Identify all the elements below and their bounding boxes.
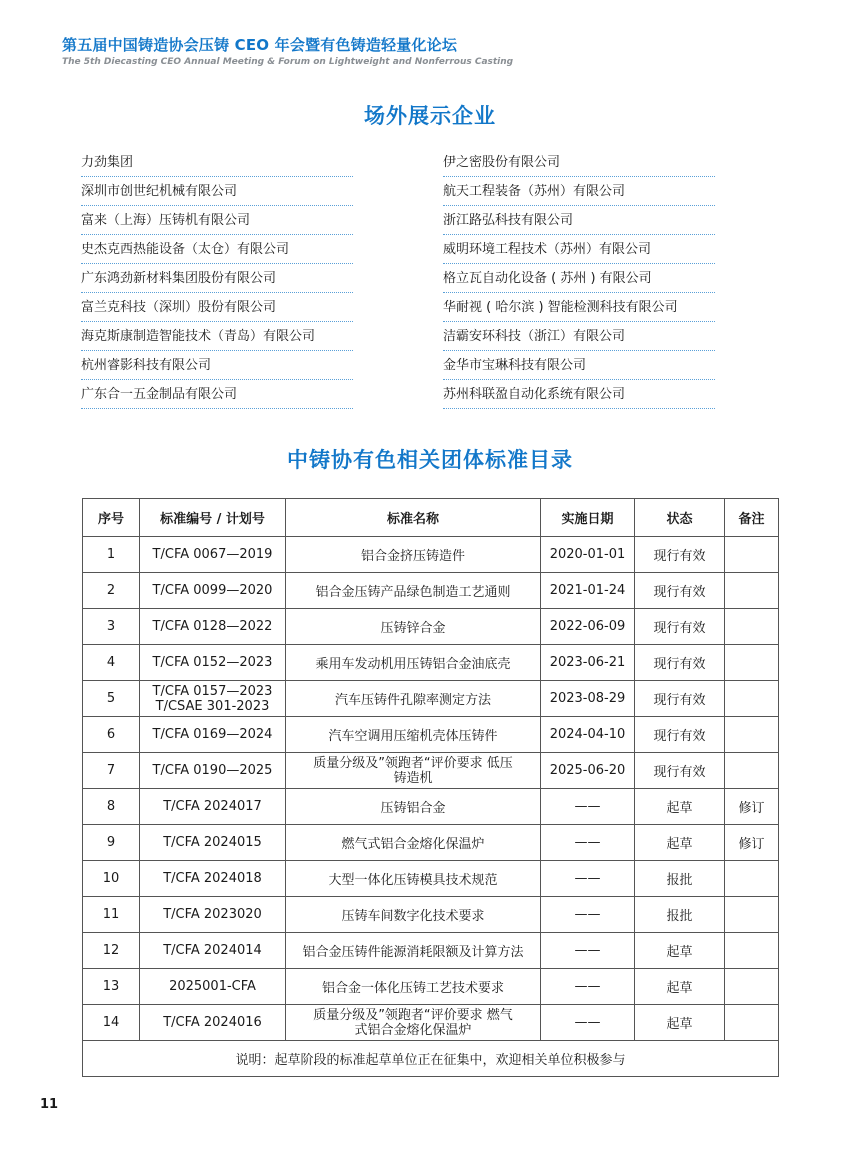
cell-code-line-1: T/CFA 0157—2023 [152,683,273,699]
cell-remark: 修订 [725,789,779,825]
cell-date: —— [541,897,635,933]
cell-status: 现行有效 [635,681,725,717]
cell-no: 9 [83,825,140,861]
list-item: 苏州科联盈自动化系统有限公司 [443,380,715,409]
cell-no: 4 [83,645,140,681]
list-item: 杭州睿影科技有限公司 [81,351,353,380]
list-item: 海克斯康制造智能技术（青岛）有限公司 [81,322,353,351]
cell-code: T/CFA 0152—2023 [140,645,286,681]
cell-code: T/CFA 2024016 [140,1005,286,1041]
table-row [83,609,779,645]
cell-date: —— [541,789,635,825]
table-header-row [83,499,779,537]
table-row [83,825,779,861]
cell-date: —— [541,933,635,969]
header-subtitle: The 5th Diecasting CEO Annual Meeting & Forum on Lightweight and Nonferrous Casting [62,57,514,67]
cell-no: 7 [83,753,140,789]
cell-name-line-2: 铸造机 [393,770,433,786]
cell-remark [725,861,779,897]
cell-status: 现行有效 [635,537,725,573]
table-row [83,897,779,933]
cell-date: 2023-08-29 [541,681,635,717]
list-item: 洁霸安环科技（浙江）有限公司 [443,322,715,351]
cell-name-line-1: 质量分级及”领跑者“评价要求 燃气 [313,1007,513,1023]
cell-name-line-1: 质量分级及”领跑者“评价要求 低压 [313,755,513,771]
cell-code: T/CFA 2024017 [140,789,286,825]
cell-name: 大型一体化压铸模具技术规范 [286,861,541,897]
cell-remark [725,537,779,573]
table-row [83,717,779,753]
cell-name: 汽车空调用压缩机壳体压铸件 [286,717,541,753]
table-note-row [83,1041,779,1077]
list-item: 威明环境工程技术（苏州）有限公司 [443,235,715,264]
cell-code: T/CFA 0190—2025 [140,753,286,789]
header-name: 标准名称 [286,499,541,537]
standards-table [82,498,779,1077]
cell-no: 8 [83,789,140,825]
cell-name [286,753,541,789]
cell-code: T/CFA 0128—2022 [140,609,286,645]
cell-name: 铝合金挤压铸造件 [286,537,541,573]
cell-remark [725,645,779,681]
cell-name: 乘用车发动机用压铸铝合金油底壳 [286,645,541,681]
table-row [83,645,779,681]
cell-date: —— [541,969,635,1005]
list-item: 富来（上海）压铸机有限公司 [81,206,353,235]
cell-code: T/CFA 0169—2024 [140,717,286,753]
list-item: 格立瓦自动化设备 ( 苏州 ) 有限公司 [443,264,715,293]
cell-status: 起草 [635,1005,725,1041]
table-row [83,969,779,1005]
cell-date: 2022-06-09 [541,609,635,645]
cell-code: T/CFA 2024018 [140,861,286,897]
cell-no: 13 [83,969,140,1005]
cell-name: 铝合金压铸产品绿色制造工艺通则 [286,573,541,609]
cell-status: 起草 [635,933,725,969]
cell-status: 现行有效 [635,573,725,609]
cell-name: 铝合金压铸件能源消耗限额及计算方法 [286,933,541,969]
cell-name: 铝合金一体化压铸工艺技术要求 [286,969,541,1005]
table-row [83,753,779,789]
table-row [83,681,779,717]
cell-date: 2024-04-10 [541,717,635,753]
table-row [83,789,779,825]
cell-code: T/CFA 0099—2020 [140,573,286,609]
header-no: 序号 [83,499,140,537]
cell-no: 2 [83,573,140,609]
list-item: 史杰克西热能设备（太仓）有限公司 [81,235,353,264]
exhibitors-title: 场外展示企业 [364,104,496,128]
list-item: 富兰克科技（深圳）股份有限公司 [81,293,353,322]
cell-remark [725,753,779,789]
list-item: 广东鸿劲新材料集团股份有限公司 [81,264,353,293]
cell-remark [725,609,779,645]
cell-code: T/CFA 2024014 [140,933,286,969]
cell-name: 压铸车间数字化技术要求 [286,897,541,933]
cell-date: —— [541,861,635,897]
cell-name: 压铸锌合金 [286,609,541,645]
cell-remark [725,933,779,969]
cell-name: 汽车压铸件孔隙率测定方法 [286,681,541,717]
cell-remark [725,897,779,933]
cell-remark [725,1005,779,1041]
exhibitors-left-list [81,148,353,409]
cell-status: 起草 [635,789,725,825]
list-item: 金华市宝琳科技有限公司 [443,351,715,380]
cell-code [140,681,286,717]
cell-status: 报批 [635,897,725,933]
table-row [83,573,779,609]
cell-no: 11 [83,897,140,933]
cell-date: 2023-06-21 [541,645,635,681]
cell-status: 起草 [635,825,725,861]
cell-no: 14 [83,1005,140,1041]
cell-status: 现行有效 [635,609,725,645]
table-row [83,861,779,897]
header-code: 标准编号 / 计划号 [140,499,286,537]
cell-status: 报批 [635,861,725,897]
cell-remark [725,573,779,609]
header-title: 第五届中国铸造协会压铸 CEO 年会暨有色铸造轻量化论坛 [62,36,458,54]
table-note: 说明：起草阶段的标准起草单位正在征集中，欢迎相关单位积极参与 [83,1041,779,1077]
cell-no: 10 [83,861,140,897]
cell-no: 5 [83,681,140,717]
list-item: 浙江路弘科技有限公司 [443,206,715,235]
list-item: 广东合一五金制品有限公司 [81,380,353,409]
cell-remark: 修订 [725,825,779,861]
cell-status: 现行有效 [635,717,725,753]
list-item: 力劲集团 [81,148,353,177]
cell-no: 12 [83,933,140,969]
page-header [62,36,622,69]
cell-no: 3 [83,609,140,645]
cell-name: 压铸铝合金 [286,789,541,825]
standards-title: 中铸协有色相关团体标准目录 [287,448,573,472]
list-item: 伊之密股份有限公司 [443,148,715,177]
cell-remark [725,969,779,1005]
page-number: 11 [40,1097,59,1112]
cell-no: 6 [83,717,140,753]
cell-status: 现行有效 [635,753,725,789]
cell-name: 燃气式铝合金熔化保温炉 [286,825,541,861]
cell-code: T/CFA 0067—2019 [140,537,286,573]
cell-remark [725,681,779,717]
cell-date: 2021-01-24 [541,573,635,609]
header-status: 状态 [635,499,725,537]
cell-code: 2025001-CFA [140,969,286,1005]
cell-code: T/CFA 2024015 [140,825,286,861]
cell-status: 起草 [635,969,725,1005]
cell-code-line-2: T/CSAE 301-2023 [155,698,270,714]
cell-code: T/CFA 2023020 [140,897,286,933]
list-item: 华耐视 ( 哈尔滨 ) 智能检测科技有限公司 [443,293,715,322]
cell-date: —— [541,825,635,861]
cell-name [286,1005,541,1041]
cell-no: 1 [83,537,140,573]
table-row [83,933,779,969]
cell-date: —— [541,1005,635,1041]
cell-date: 2025-06-20 [541,753,635,789]
table-row [83,1005,779,1041]
exhibitors-right-list [443,148,715,409]
header-remark: 备注 [725,499,779,537]
cell-date: 2020-01-01 [541,537,635,573]
header-date: 实施日期 [541,499,635,537]
list-item: 深圳市创世纪机械有限公司 [81,177,353,206]
table-row [83,537,779,573]
cell-remark [725,717,779,753]
cell-name-line-2: 式铝合金熔化保温炉 [354,1022,472,1038]
list-item: 航天工程装备（苏州）有限公司 [443,177,715,206]
cell-status: 现行有效 [635,645,725,681]
